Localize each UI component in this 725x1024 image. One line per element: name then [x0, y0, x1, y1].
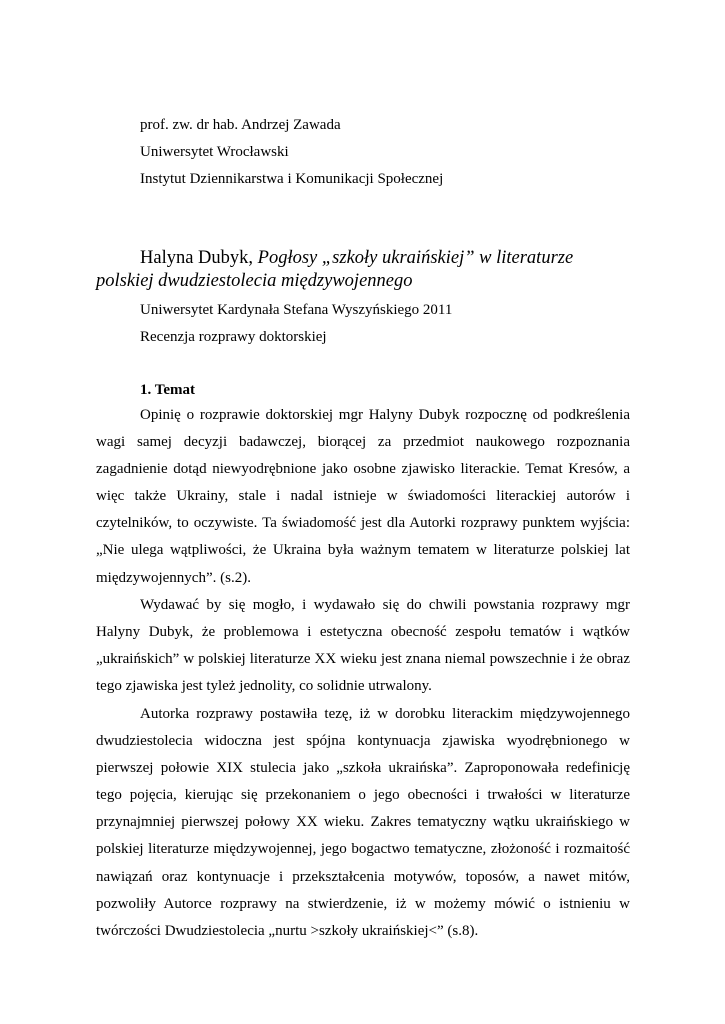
paragraph-2: Wydawać by się mogło, i wydawało się do chwili powstania rozprawy mgr Halyny Dubyk, że problemowa i estetyczna obecność zespołu tematów i wątków „ukraińskich” w polskiej literaturze XX wieku jest znana niemal powszechnie i że obraz tego zjawiska jest tyleż jednolity, co solidnie utrwalony.	[96, 597, 630, 695]
work-university-year: Uniwersytet Kardynała Stefana Wyszyńskiego 2011	[140, 302, 453, 318]
work-title: Pogłosy „szkoły ukraińskiej” w literaturze polskiej dwudziestolecia międzywojennego	[96, 248, 574, 291]
paragraph-1: Opinię o rozprawie doktorskiej mgr Halyny Dubyk rozpocznę od podkreślenia wagi samej decyzji badawczej, biorącej za przedmiot naukowego rozpoznania zagadnienie dotąd niewyodrębnione jako osobne zjawisko literackie. Temat Kresów, a więc także Ukrainy, stale i nadal istnieje w świadomości literackiej autorów i czytelników, to oczywiste. Ta świadomość jest dla Autorki rozprawy punktem wyjścia: „Nie ulega wątpliwości, że Ukraina była ważnym tematem w literaturze polskiej lat międzywojennych”. (s.2).	[96, 407, 630, 586]
reviewed-work-title	[96, 247, 631, 293]
paragraph-3: Autorka rozprawy postawiła tezę, iż w dorobku literackim międzywojennego dwudziestolecia widoczna jest spójna kontynuacja zjawiska wyodrębnionego w pierwszej połowie XIX stulecia jako „szkoła ukraińska”. Zaproponowała redefinicję tego pojęcia, kierując się przekonaniem o jego obecności i trwałości w literaturze przynajmniej pierwszej połowy XX wieku. Zakres tematyczny wątku ukraińskiego w polskiej literaturze międzywojennej, jego bogactwo tematyczne, złożoność i rozmaitość nawiązań oraz kontynuacje i przekształcenia motywów, toposów, a nawet mitów, pozwoliły Autorce rozprawy na stwierdzenie, iż w możemy mówić o istnieniu w twórczości Dwudziestolecia „nurtu >szkoły ukraińskiej<” (s.8).	[96, 706, 630, 939]
document-type: Recenzja rozprawy doktorskiej	[140, 329, 327, 345]
reviewer-university: Uniwersytet Wrocławski	[140, 144, 289, 160]
section-heading: 1. Temat	[140, 382, 196, 398]
reviewer-name: prof. zw. dr hab. Andrzej Zawada	[140, 117, 341, 133]
reviewer-institute: Instytut Dziennikarstwa i Komunikacji Społecznej	[140, 171, 444, 187]
work-author: Halyna Dubyk,	[140, 248, 254, 268]
